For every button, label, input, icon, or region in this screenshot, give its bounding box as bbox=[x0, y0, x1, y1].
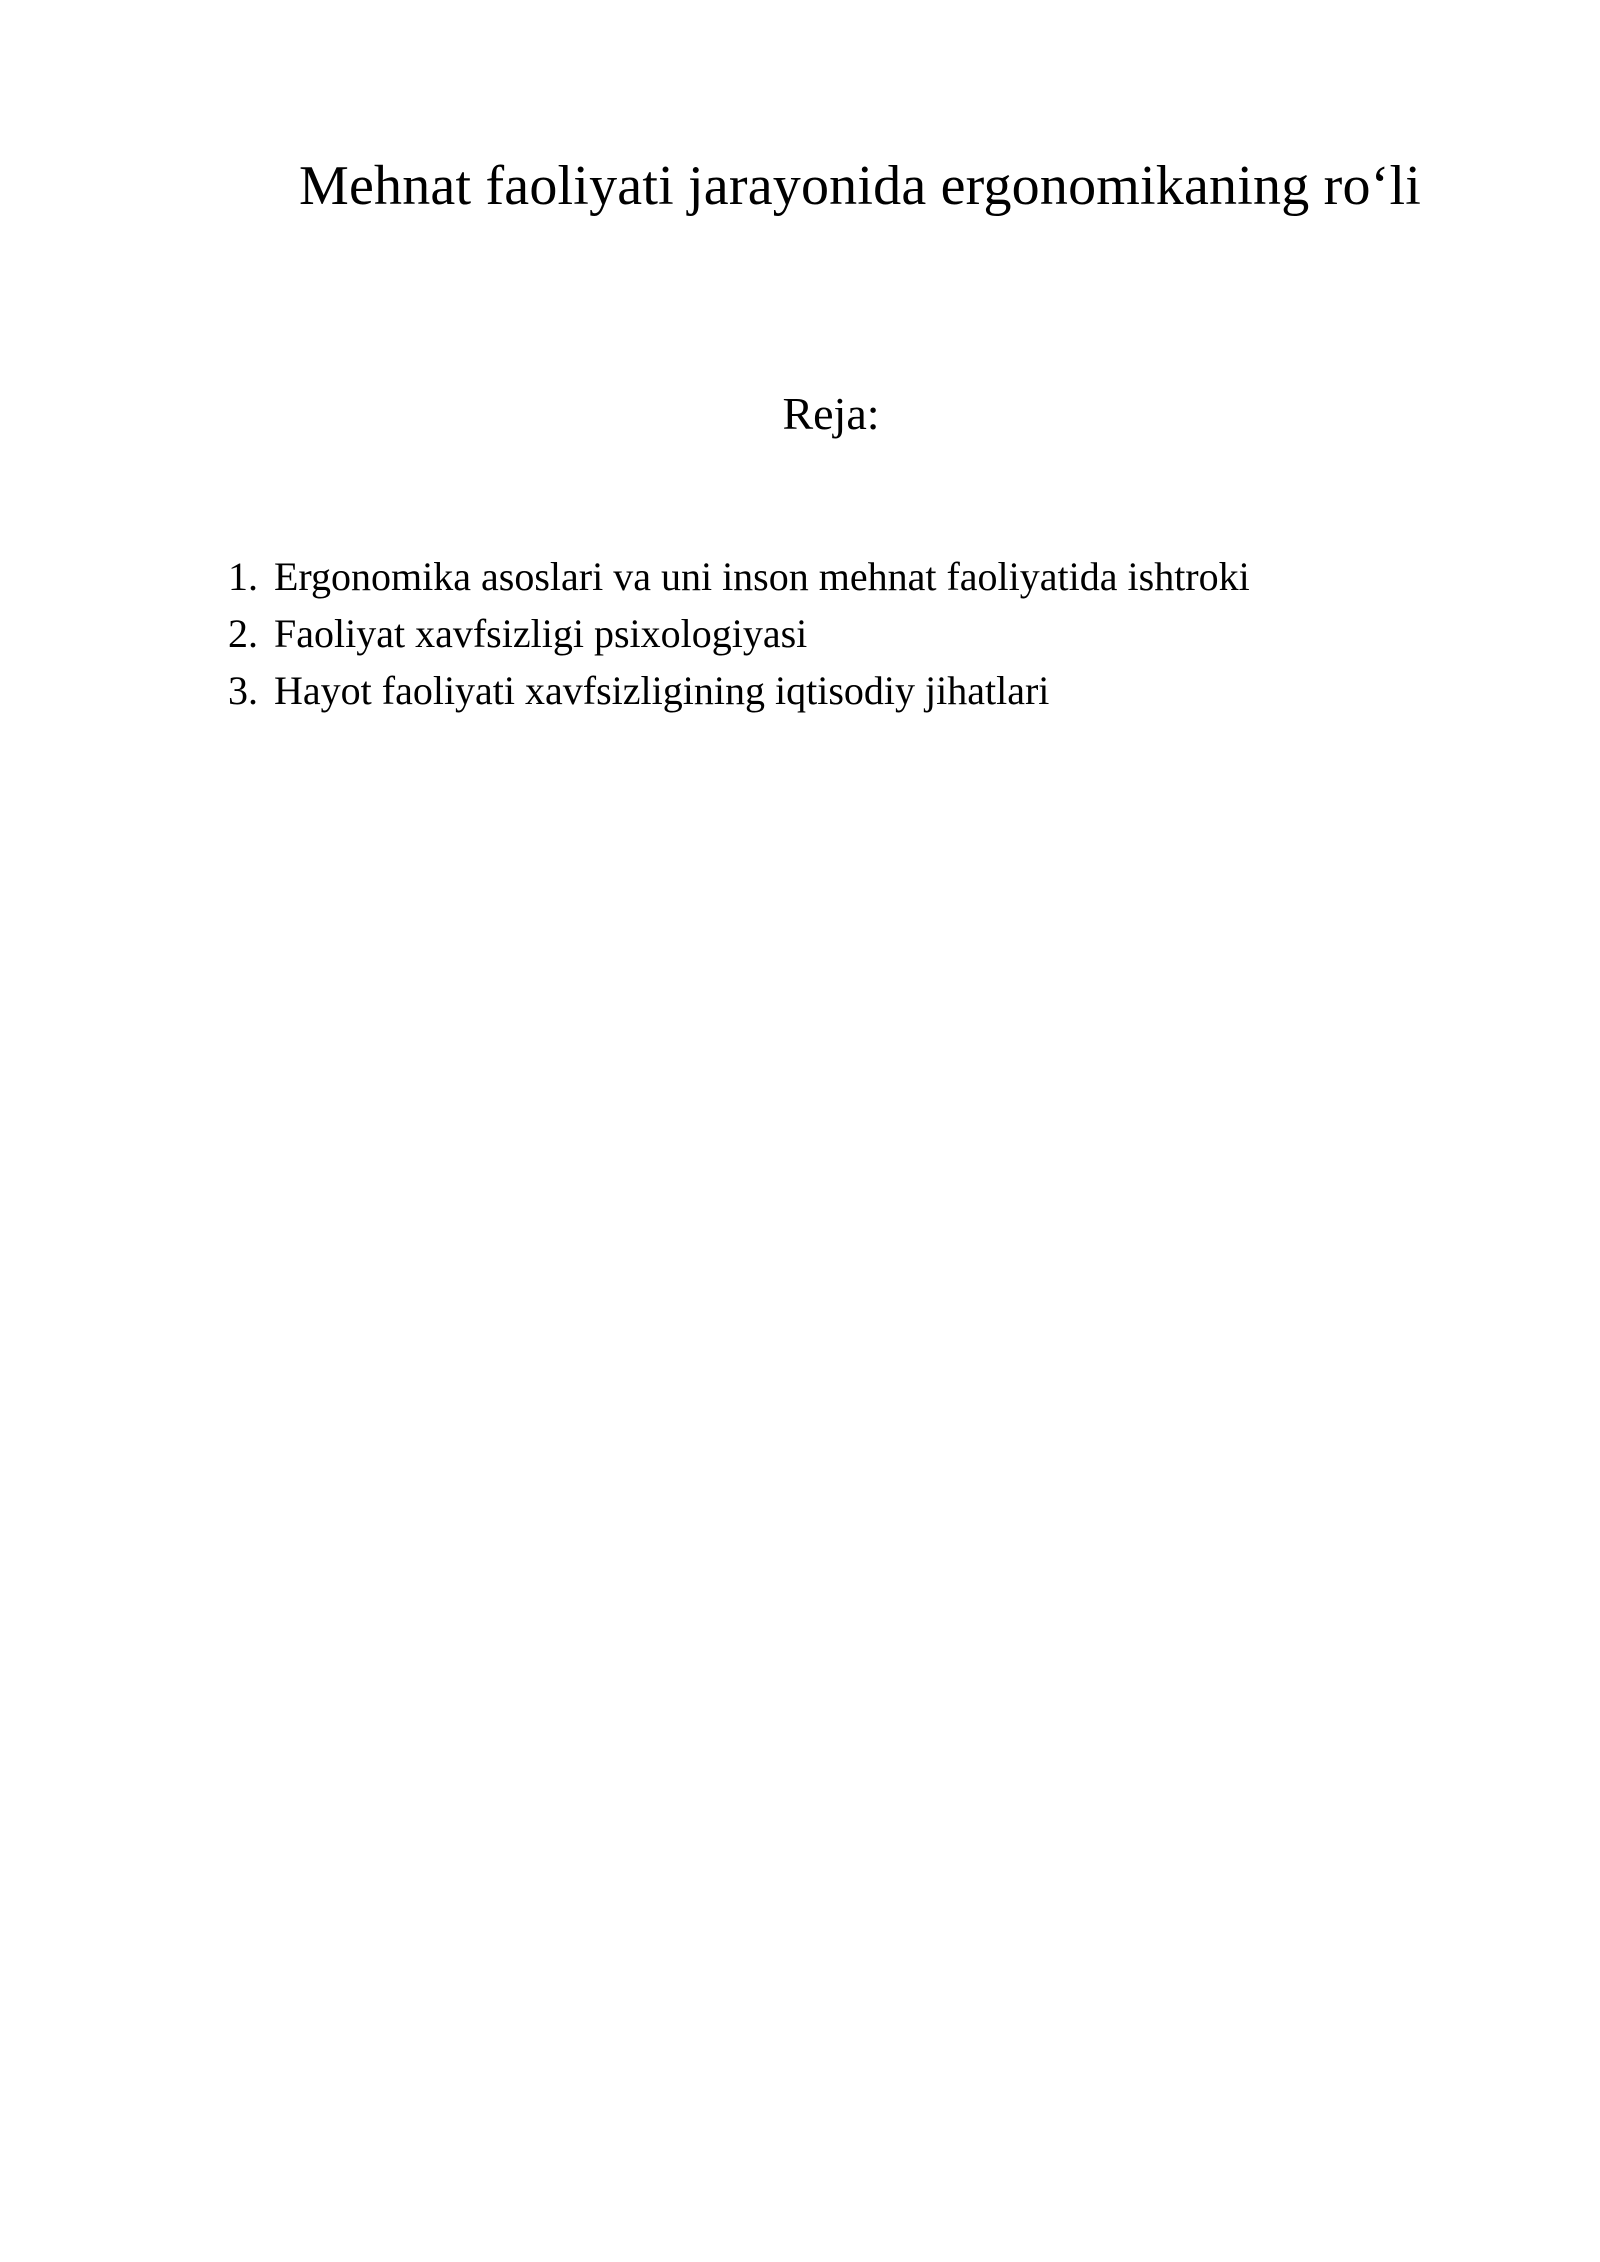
plan-item-text: Hayot faoliyati xavfsizligining iqtisodiy jihatlari bbox=[274, 668, 1050, 713]
plan-item-text: Faoliyat xavfsizligi psixologiyasi bbox=[274, 611, 808, 656]
plan-list bbox=[228, 548, 1250, 719]
plan-list-item bbox=[228, 662, 1250, 719]
document-title: Mehnat faoliyati jarayonida ergonomikaning ro‘li bbox=[298, 155, 1422, 217]
plan-item-number: 3. bbox=[228, 668, 258, 713]
plan-list-item bbox=[228, 548, 1250, 605]
plan-list-item bbox=[228, 605, 1250, 662]
plan-item-text: Ergonomika asoslari va uni inson mehnat faoliyatida ishtroki bbox=[274, 554, 1250, 599]
plan-item-number: 2. bbox=[228, 611, 258, 656]
plan-item-number: 1. bbox=[228, 554, 258, 599]
plan-heading: Reja: bbox=[782, 388, 880, 439]
